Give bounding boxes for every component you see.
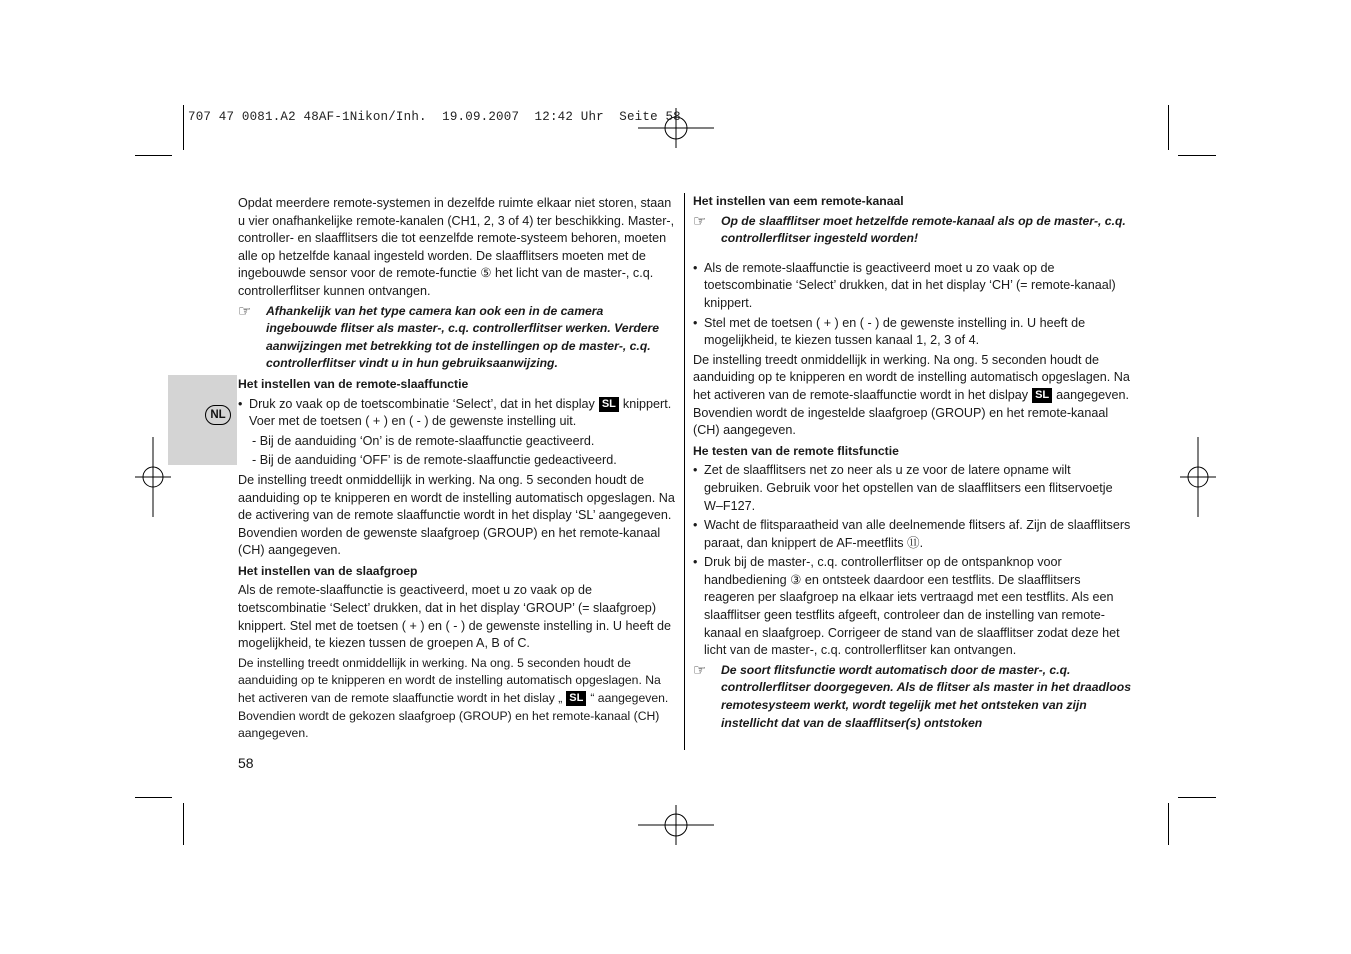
crop-mark (1178, 155, 1216, 156)
bullet-item (693, 462, 1131, 515)
note-text: De soort flitsfunctie wordt automatisch door de master-, c.q. controllerflitser doorgegeven. Als de flitser als master in het draadloos remotesysteem werkt, wordt tegelijk met het ontsteken van zijn instellicht dat van de slaafflitser(s) ontstoken (721, 662, 1131, 730)
bullet-item (693, 315, 1131, 350)
note-block (693, 213, 1131, 248)
hand-pointing-icon: ☞ (693, 661, 707, 679)
paragraph: Als de remote-slaaffunctie is geactiveerd, moet u zo vaak op de toetscombinatie ‘Select’ drukken, dat in het display ‘GROUP’ (= slaafgroep) knippert. Stel met de toetsen ( + ) en ( - ) de gewenste instelling in. U heeft de mogelijkheid, te kiezen tussen de groepen A, B of C. (238, 583, 671, 651)
registration-mark-left (133, 437, 173, 517)
note-text: Afhankelijk van het type camera kan ook een in de camera ingebouwde flitser als master-, c.q. controllerflitser werken. Verdere aanwijzingen met betrekking tot de instellingen op de master-, c.q. controllerflitser vindt u in hun gebruiksaanwijzing. (266, 303, 660, 371)
crop-mark (1178, 797, 1216, 798)
sl-display-icon: SL (599, 397, 619, 412)
paragraph: De instelling treedt onmiddellijk in werking. Na ong. 5 seconden houdt de aanduiding op te knipperen en wordt de instelling automatisch opgeslagen. Na het activeren van de remote slaaffunctie wordt in het dislay „ SL “ aangegeven. Bovendien wordt de gekozen slaafgroep (GROUP) en het remote-kanaal (CH) aangegeven. (238, 655, 669, 741)
note-block (238, 303, 676, 373)
note-text: Op de slaafflitser moet hetzelfde remote-kanaal als op de master-, c.q. controllerflitser ingesteld worden! (721, 213, 1126, 246)
column-divider (684, 193, 685, 750)
left-column (238, 193, 676, 745)
intro-paragraph: Opdat meerdere remote-systemen in dezelfde ruimte elkaar niet storen, staan u vier onafhankelijke remote-kanalen (CH1, 2, 3 of 4) ter beschikking. Master-, controller- en slaafflitsers die tot eenzelfde remote-systeem behoren, moeten alle op hetzelfde kanaal ingesteld worden. De slaafflitsers moeten met de ingebouwde sensor voor de remote-functie ⑤ het licht van de master-, c.q. controllerflitser kunnen ontvangen. (238, 196, 675, 298)
bullet-icon: • (693, 315, 698, 330)
bullet-text: Wacht de flitsparaatheid van alle deelnemende flitsers af. Zijn de slaafflitsers paraat, dan knippert de AF-meetflits ⑪. (704, 518, 1131, 550)
registration-mark-top (636, 100, 716, 150)
hand-pointing-icon: ☞ (693, 212, 707, 230)
bullet-text: Druk zo vaak op de toetscombinatie ‘Select’, dat in het display SL knippert. Voer met de toetsen ( + ) en ( - ) de gewenste instelling uit. (249, 396, 672, 429)
crop-mark (1168, 803, 1169, 845)
paragraph: De instelling treedt onmiddellijk in werking. Na ong. 5 seconden houdt de aanduiding op te knipperen en wordt de instelling automatisch opgeslagen. Na de activering van de remote slaaffunctie wordt in het display ‘SL’ aangegeven. Bovendien worden de gewenste slaafgroep (GROUP) en het remote-kanaal (CH) aangegeven. (238, 472, 675, 558)
sub-item: - Bij de aanduiding ‘On’ is de remote-slaaffunctie geactiveerd. (252, 433, 595, 448)
crop-mark (183, 105, 184, 150)
crop-mark (1168, 105, 1169, 150)
paragraph: De instelling treedt onmiddellijk in werking. Na ong. 5 seconden houdt de aanduiding op te knipperen en wordt de instelling automatisch opgeslagen. Na het activeren van de remote-slaaffunctie wordt in het dislpay SL aangegeven. Bovendien wordt de ingestelde slaafgroep (GROUP) en het remote-kanaal (CH) aangegeven. (693, 352, 1130, 438)
bullet-text: Druk bij de master-, c.q. controllerflitser op de ontspanknop voor handbediening ③ en ontsteek daardoor een testflits. De slaafflitsers reageren per slaafgroep na elkaar iets vertraagd met een testflits. Als een slaafflitser geen testflits afgeeft, controleer dan de instelling van remote-kanaal en slaafgroep. Corrigeer de stand van de slaafflitser zodat deze het licht van de master-, c.q. controllerflitser kan ontvangen. (704, 555, 1120, 658)
bullet-icon: • (693, 518, 698, 533)
bullet-text: Zet de slaafflitsers net zo neer als u ze voor de latere opname wilt gebruiken. Gebruik voor het opstellen van de slaafflitsers een flitservoetje W–F127. (704, 463, 1113, 513)
sl-display-icon: SL (566, 691, 586, 706)
crop-mark (135, 797, 172, 798)
registration-mark-right (1178, 437, 1218, 517)
crop-mark (135, 155, 172, 156)
note-block (693, 662, 1131, 732)
section-heading: He testen van de remote flitsfunctie (693, 443, 899, 458)
print-header: 707 47 0081.A2 48AF-1Nikon/Inh. 19.09.2007 12:42 Uhr Seite 58 (188, 110, 681, 124)
hand-pointing-icon: ☞ (238, 302, 252, 320)
bullet-item (238, 396, 676, 431)
bullet-text: Als de remote-slaaffunctie is geactiveerd moet u zo vaak op de toetscombinatie ‘Select’ drukken, dat in het display ‘CH’ (= remote-kanaal) knippert. (704, 260, 1116, 310)
bullet-text: Stel met de toetsen ( + ) en ( - ) de gewenste instelling in. U heeft de mogelijkheid, te kiezen tussen kanaal 1, 2, 3 of 4. (704, 315, 1086, 348)
bullet-item (693, 517, 1131, 552)
sl-display-icon: SL (1032, 388, 1052, 403)
page-number: 58 (238, 755, 254, 771)
section-heading: Het instellen van de remote-slaaffunctie (238, 376, 469, 391)
right-column (693, 193, 1131, 735)
registration-mark-bottom (636, 805, 716, 850)
sub-item: - Bij de aanduiding ‘OFF’ is de remote-slaaffunctie gedeactiveerd. (252, 453, 617, 468)
bullet-icon: • (693, 260, 698, 275)
bullet-icon: • (693, 463, 698, 478)
bullet-icon: • (693, 555, 698, 570)
section-heading: Het instellen van de slaafgroep (238, 563, 418, 578)
bullet-item (693, 554, 1131, 660)
bullet-item (693, 260, 1131, 313)
crop-mark (183, 803, 184, 845)
bullet-icon: • (238, 396, 243, 411)
language-badge: NL (205, 405, 231, 425)
section-heading: Het instellen van eem remote-kanaal (693, 194, 904, 208)
